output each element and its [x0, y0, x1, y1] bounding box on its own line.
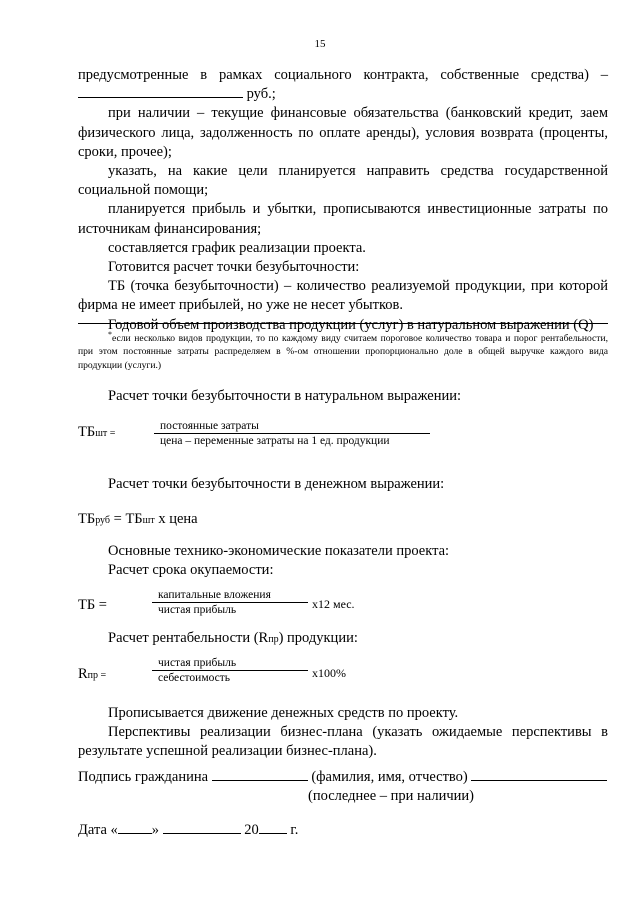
paragraph-cash-flow: Прописывается движение денежных средств по проекту. [108, 705, 459, 721]
signature-note: (последнее – при наличии) [308, 788, 474, 804]
paragraph-schedule: составляется график реализации проекта. [108, 239, 366, 256]
page-number: 15 [314, 38, 326, 50]
formula-payback-fraction [152, 589, 308, 616]
fraction-denominator: себестоимость [158, 672, 231, 684]
heading-payback: Расчет срока окупаемости: [108, 562, 274, 578]
date-year-blank[interactable] [259, 833, 287, 834]
heading-natural: Расчет точки безубыточности в натуральном выражении: [108, 388, 462, 404]
date-day-blank[interactable] [118, 833, 152, 834]
heading-indicators: Основные технико-экономические показатели проекта: [108, 543, 450, 559]
signature-line [78, 769, 607, 786]
closing-text [78, 704, 608, 762]
formula-payback-multiplier: х12 мес. [312, 597, 355, 611]
fio-blank[interactable] [471, 780, 607, 781]
formula-rent-multiplier: х100% [312, 666, 346, 680]
paragraph-obligations: при наличии – текущие финансовые обязательства (банковский кредит, заем физического лица, задолженность по оплате аренды), условия возврата (проценты, сроки, прочее); [78, 105, 608, 160]
paragraph-own-funds: предусмотренные в рамках социального контракта, собственные средства) – руб.; [78, 67, 608, 103]
heading-money: Расчет точки безубыточности в денежном выражении: [108, 476, 445, 492]
date-month-blank[interactable] [163, 833, 241, 834]
fraction-denominator: цена – переменные затраты на 1 ед. продукции [160, 435, 390, 447]
paragraph-perspectives: Перспективы реализации бизнес-плана (указать ожидаемые перспективы в результате успешной реализации бизнес-плана). [78, 724, 608, 760]
signature-blank[interactable] [212, 780, 308, 781]
formula-r-label: Rпр = [78, 666, 107, 682]
paragraph-annual-volume: Годовой объем производства продукции (услуг) в натуральном выражении (Q) [108, 316, 594, 333]
main-text [78, 66, 608, 335]
date-line: Дата « » 20 г. [78, 822, 299, 838]
formula-tb-rub: ТБруб = ТБшт х цена [78, 511, 198, 527]
footnote-divider [78, 323, 608, 324]
paragraph-profit-loss: планируется прибыль и убытки, прописываются инвестиционные затраты по источникам финансирования; [78, 201, 608, 237]
rub-blank [78, 97, 243, 98]
footnote: *если несколько видов продукции, то по каждому виду считаем пороговое количество товара и порог рентабельности, при этом постоянные затраты распределяем в %-ом отношении пропорционально доле в общей выручке каждого вида продукции (услуги.) [78, 330, 608, 371]
formula-tb-sht-label: ТБшт = [78, 424, 116, 440]
fraction-numerator: капитальные вложения [152, 589, 308, 603]
signature-fio-label: (фамилия, имя, отчество) [311, 769, 468, 785]
paragraph-breakeven-intro: Готовится расчет точки безубыточности: [108, 259, 360, 276]
paragraph-aid-purpose: указать, на какие цели планируется направить средства государственной социальной помощи; [78, 163, 608, 199]
formula-tb-sht-fraction [154, 420, 430, 447]
fraction-numerator: чистая прибыль [152, 657, 308, 671]
signature-label: Подпись гражданина [78, 769, 209, 785]
fraction-denominator: чистая прибыль [158, 604, 237, 616]
heading-rentability: Расчет рентабельности (Rпр) продукции: [108, 630, 358, 646]
paragraph-breakeven-definition: ТБ (точка безубыточности) – количество реализуемой продукции, при которой фирма не имеет прибылей, но уже не несет убытков. [78, 278, 608, 314]
formula-rent-fraction [152, 657, 308, 684]
formula-payback-label: ТБ = [78, 597, 107, 613]
fraction-numerator: постоянные затраты [154, 420, 430, 434]
